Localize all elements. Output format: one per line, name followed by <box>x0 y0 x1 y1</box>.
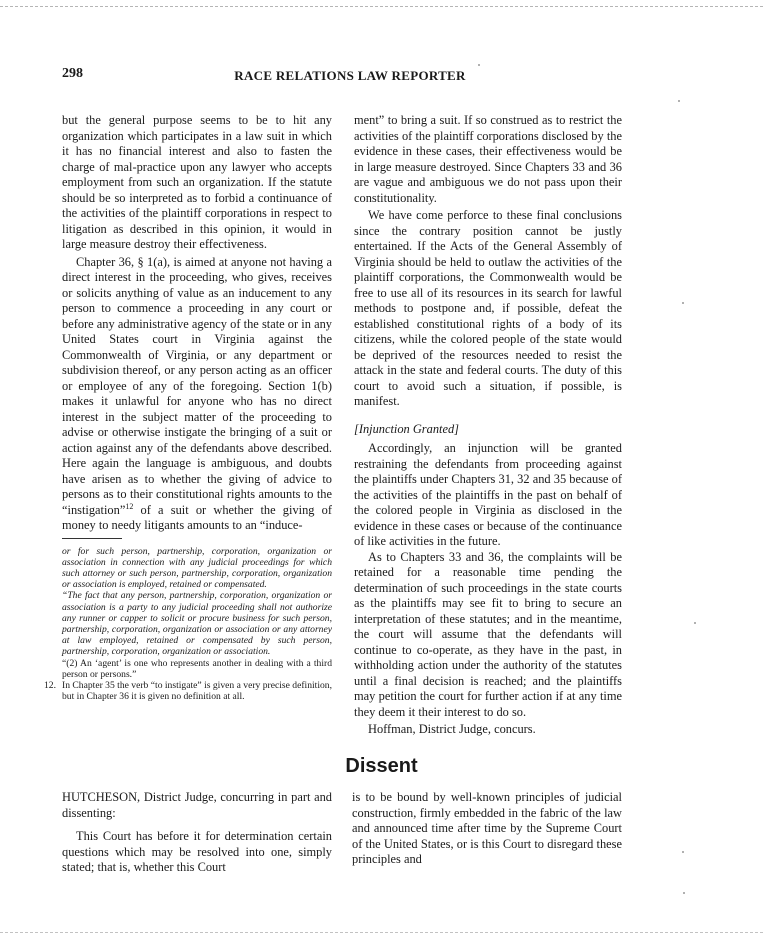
top-border <box>0 6 763 7</box>
dissent-left-paragraph-1: HUTCHESON, District Judge, concurring in part and dissenting: <box>62 790 332 820</box>
left-column <box>44 113 332 703</box>
footnote-quote-2: “The fact that any person, partnership, corporation, organization or association is a party to any judicial proceeding shall not authorize any runner or capper to solicit or procure business for such person, partnership, corporation, organization or association or any attorney at law employed, retained or compensated by such person, partnership, corporation, organization or association. <box>62 590 332 658</box>
footnote-ref-12: 12 <box>125 501 134 511</box>
dissent-left-column <box>62 790 332 876</box>
scan-speck <box>478 64 480 66</box>
footnotes <box>44 545 332 703</box>
right-paragraph-2: We have come perforce to these final conclusions since the contrary position cannot be justly entertained. If the Acts of the General Assembly of Virginia should be held to outlaw the activities of the plaintiff corporations, the Commonwealth would be free to use all of its resources in its search for lawful methods to postpone and, if possible, defeat the established constitutional rights of a body of its citizens, while the colored people of the state would be deprived of the resources needed to resist the attack in the state and federal courts. The duty of this court to avoid such a situation, if possible, is manifest. <box>354 208 622 408</box>
left-paragraph-1: but the general purpose seems to be to hit any organization which participates in a law suit in which it has no financial interest and also to fasten the charge of mal-practice upon any lawyer who accepts employment from such an organization. If the statute should be so interpreted as to forbid a continuance of the activities of the plaintiff corporations in respect to litigation as described in this opinion, it would in large measure destroy their effectiveness. <box>62 113 332 251</box>
right-paragraph-3: Accordingly, an injunction will be granted restraining the defendants from proceeding against the plaintiffs under Chapters 31, 32 and 35 because of the activities of the plaintiffs in the past on behalf of the colored people in Virginia as disclosed in the evidence in these cases or because of the continuance of like activities in the future. <box>354 441 622 548</box>
dissent-heading: Dissent <box>345 755 418 777</box>
left-paragraph-2-tail: of a suit or whether the giving of money to needy litigants amounts to an “induce- <box>62 502 332 532</box>
right-paragraph-4: As to Chapters 33 and 36, the complaints will be retained for a reasonable time pending the determination of such proceedings in the state courts as the plaintiffs may see fit to bring to secure an interpretation of these statutes; and in the meantime, the court will assume that the defendants will continue to co-operate, as they have in the past, in withholding action under the authority of the statutes until a final decision is reached; and the plaintiffs may petition the court for further action if at any time they deem it their interest to do so. <box>354 549 622 719</box>
scan-speck <box>683 892 685 894</box>
scan-speck <box>694 622 696 624</box>
footnote-rule <box>62 538 122 539</box>
right-column <box>354 113 622 738</box>
footnote-12-number: 12. <box>44 679 56 691</box>
footnote-quote-3: “(2) An ‘agent’ is one who represents another in dealing with a third person or persons.” <box>62 657 332 680</box>
scan-speck <box>682 851 684 853</box>
left-paragraph-2 <box>62 255 332 534</box>
bottom-border <box>0 932 763 933</box>
dissent-right-paragraph-1: is to be bound by well-known principles of judicial construction, firmly embedded in the fabric of the law and announced time after time by the Supreme Court of the United States, or is this Court to disregard these principles and <box>352 790 622 866</box>
scan-speck <box>678 100 680 102</box>
running-head: RACE RELATIONS LAW REPORTER <box>234 68 466 83</box>
footnote-12-text: In Chapter 35 the verb “to instigate” is given a very precise definition, but in Chapter 36 it is given no definition at all. <box>62 679 332 703</box>
page-number: 298 <box>62 66 83 81</box>
concurrence-signoff: Hoffman, District Judge, concurs. <box>368 722 536 736</box>
dissent-left-paragraph-2: This Court has before it for determination certain questions which may be resolved into one, simply stated; that is, whether this Court <box>62 829 332 874</box>
footnote-12 <box>44 679 332 703</box>
footnote-quote-1: or for such person, partnership, corporation, organization or association in connection with any judicial proceedings for which such attorney or such person, partnership, corporation, organization or association is employed, retained or compensated. <box>62 545 332 591</box>
scan-speck <box>682 302 684 304</box>
left-paragraph-2-text: Chapter 36, § 1(a), is aimed at anyone not having a direct interest in the proceeding, who gives, receives or solicits anything of value as an inducement to any person to commence a proceeding in any court or before any administrative agency of the state or in any United States court in Virginia against the Commonwealth of Virginia, or any department or subdivision thereof, or any person acting as an officer or employee of any of the foregoing. Section 1(b) makes it unlawful for anyone who has no direct interest in the subject matter of the proceeding to advise or otherwise instigate the bringing of a suit or action against any of the defendants above described. Here again the language is ambiguous, and doubts have arisen as to whether the giving of advice to persons as to their constitutional rights amounts to the “instigation” <box>62 254 332 517</box>
dissent-right-column <box>352 790 622 868</box>
right-paragraph-1: ment” to bring a suit. If so construed as to restrict the activities of the plaintiff corporations disclosed by the evidence in these cases, their effectiveness would be in large measure destroyed. Since Chapters 33 and 36 are vague and ambiguous we do not pass upon their constitutionality. <box>354 113 622 205</box>
section-heading: [Injunction Granted] <box>354 421 459 436</box>
